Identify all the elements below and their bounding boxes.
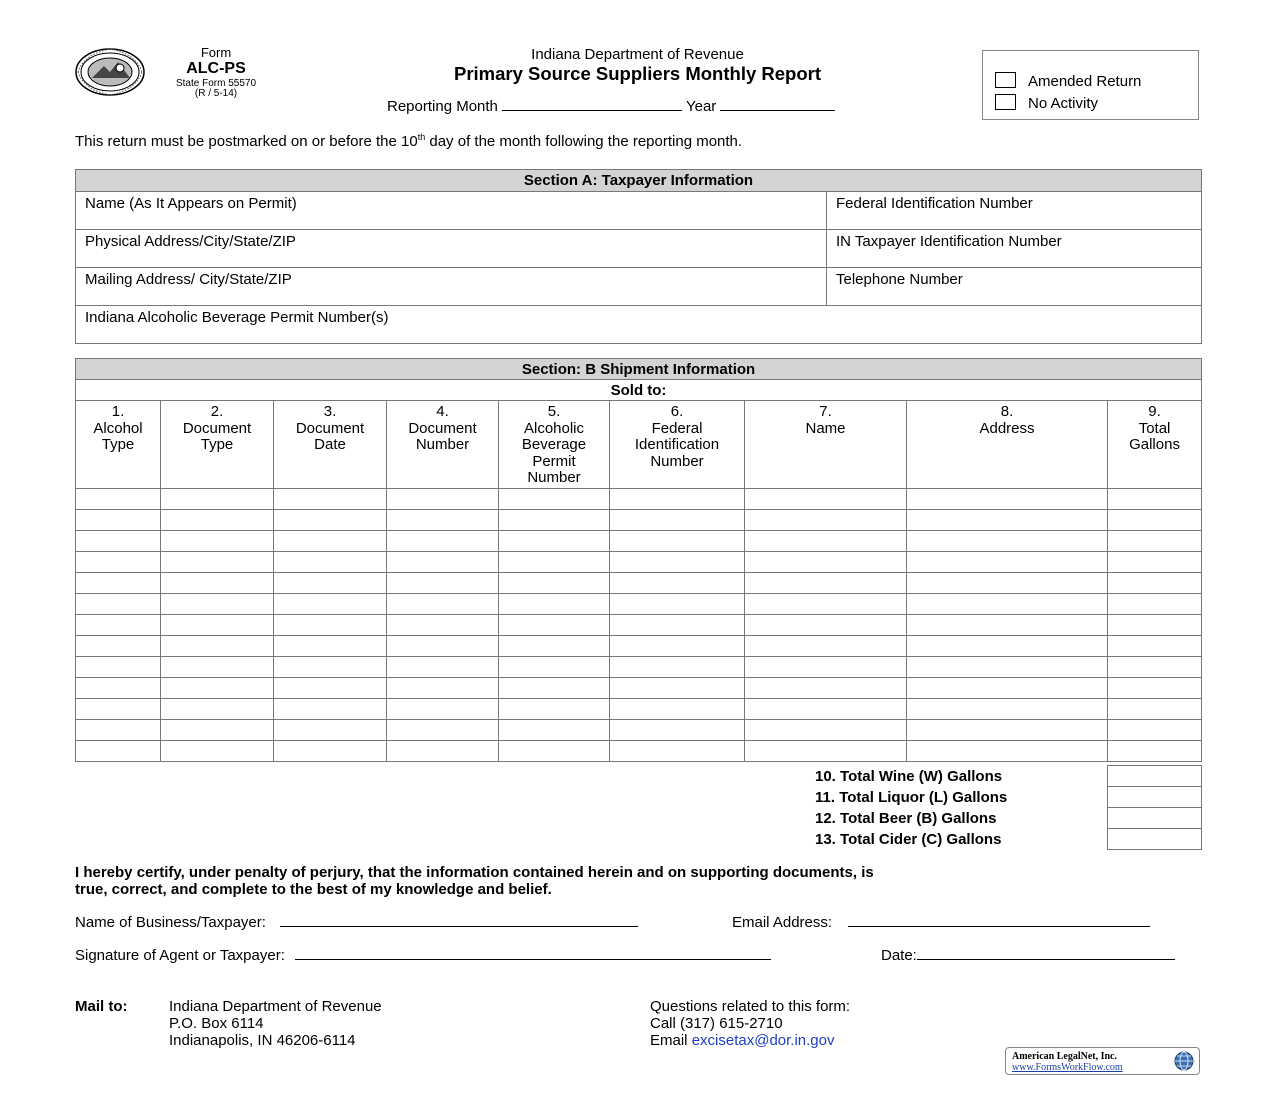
certification-statement: I hereby certify, under penalty of perjury, that the information contained herein and on supporting documents, is true, correct, and complete to the best of my knowledge and belief. — [75, 864, 874, 898]
telephone-field[interactable]: Telephone Number — [827, 268, 1202, 306]
table-cell[interactable] — [499, 615, 610, 636]
reporting-month-label: Reporting Month — [387, 98, 498, 115]
table-cell[interactable] — [907, 657, 1108, 678]
total-label: 13. Total Cider (C) Gallons — [815, 830, 1002, 848]
total-value-field[interactable] — [1107, 766, 1201, 787]
table-cell[interactable] — [76, 657, 161, 678]
table-cell[interactable] — [387, 657, 499, 678]
table-cell[interactable] — [907, 720, 1108, 741]
signature-field[interactable] — [295, 947, 771, 960]
table-cell[interactable] — [274, 552, 387, 573]
page-title: Primary Source Suppliers Monthly Report — [454, 63, 821, 84]
table-cell[interactable] — [274, 573, 387, 594]
indiana-state-seal — [74, 48, 146, 96]
table-cell[interactable] — [1108, 678, 1202, 699]
form-revision: (R / 5-14) — [194, 88, 238, 99]
section-b-header: Section: B Shipment Information — [76, 359, 1202, 380]
table-cell[interactable] — [1108, 741, 1202, 762]
column-header-4: 4. Document Number — [387, 401, 499, 489]
table-cell[interactable] — [745, 741, 907, 762]
table-cell[interactable] — [610, 615, 745, 636]
table-cell[interactable] — [610, 573, 745, 594]
table-cell[interactable] — [907, 741, 1108, 762]
column-header-2: 2. Document Type — [161, 401, 274, 489]
table-cell[interactable] — [161, 741, 274, 762]
total-row — [815, 829, 1201, 850]
form-id-block — [150, 46, 282, 99]
table-cell[interactable] — [274, 720, 387, 741]
table-row — [76, 552, 1202, 573]
globe-icon — [1172, 1050, 1196, 1072]
total-label: 12. Total Beer (B) Gallons — [815, 809, 997, 827]
table-cell[interactable] — [610, 741, 745, 762]
table-cell[interactable] — [1108, 657, 1202, 678]
total-row — [815, 808, 1201, 829]
table-cell[interactable] — [745, 552, 907, 573]
table-cell[interactable] — [387, 489, 499, 510]
table-cell[interactable] — [745, 615, 907, 636]
table-cell[interactable] — [1108, 531, 1202, 552]
table-cell[interactable] — [499, 510, 610, 531]
total-label: 10. Total Wine (W) Gallons — [815, 767, 1003, 785]
date-label: Date: — [881, 947, 917, 964]
year-label: Year — [685, 98, 717, 115]
table-cell[interactable] — [161, 594, 274, 615]
table-cell[interactable] — [745, 573, 907, 594]
table-cell[interactable] — [161, 531, 274, 552]
table-cell[interactable] — [499, 636, 610, 657]
table-row — [76, 657, 1202, 678]
table-cell[interactable] — [161, 678, 274, 699]
table-cell[interactable] — [745, 531, 907, 552]
table-cell[interactable] — [161, 489, 274, 510]
formsworkflow-link[interactable]: www.FormsWorkFlow.com — [1012, 1062, 1123, 1073]
no-activity-option[interactable] — [995, 94, 1098, 112]
table-cell[interactable] — [387, 678, 499, 699]
table-cell[interactable] — [745, 489, 907, 510]
table-row — [76, 489, 1202, 510]
agency-name: Indiana Department of Revenue — [531, 46, 744, 63]
physical-address-field[interactable]: Physical Address/City/State/ZIP — [76, 230, 827, 268]
table-cell[interactable] — [387, 573, 499, 594]
table-cell[interactable] — [1108, 699, 1202, 720]
column-header-7: 7. Name — [745, 401, 907, 489]
table-cell[interactable] — [387, 594, 499, 615]
table-cell[interactable] — [610, 636, 745, 657]
table-cell[interactable] — [610, 489, 745, 510]
section-b-table — [75, 358, 1202, 762]
table-cell[interactable] — [76, 699, 161, 720]
table-cell[interactable] — [907, 489, 1108, 510]
table-cell[interactable] — [907, 552, 1108, 573]
table-cell[interactable] — [161, 699, 274, 720]
no-activity-checkbox[interactable] — [995, 94, 1016, 110]
table-cell[interactable] — [610, 657, 745, 678]
table-cell[interactable] — [610, 720, 745, 741]
column-header-9: 9. Total Gallons — [1108, 401, 1202, 489]
amended-return-label: Amended Return — [1028, 73, 1142, 90]
table-cell[interactable] — [274, 741, 387, 762]
filing-deadline-notice: This return must be postmarked on or before the 10th day of the month following the reporting month. — [75, 132, 743, 150]
table-cell[interactable] — [907, 678, 1108, 699]
table-cell[interactable] — [76, 510, 161, 531]
section-a-header: Section A: Taxpayer Information — [76, 170, 1202, 192]
email-label: Email Address: — [732, 914, 833, 931]
table-cell[interactable] — [274, 510, 387, 531]
no-activity-label: No Activity — [1028, 95, 1099, 112]
mailing-address: Indiana Department of Revenue P.O. Box 6114 Indianapolis, IN 46206-6114 — [169, 998, 382, 1049]
table-cell[interactable] — [907, 594, 1108, 615]
table-cell[interactable] — [745, 636, 907, 657]
total-label: 11. Total Liquor (L) Gallons — [815, 788, 1008, 806]
table-cell[interactable] — [610, 552, 745, 573]
table-cell[interactable] — [161, 552, 274, 573]
table-cell[interactable] — [610, 699, 745, 720]
total-value-field[interactable] — [1107, 808, 1201, 829]
column-header-6: 6. Federal Identification Number — [610, 401, 745, 489]
table-cell[interactable] — [499, 573, 610, 594]
table-cell[interactable] — [161, 720, 274, 741]
date-field[interactable] — [917, 947, 1175, 960]
table-cell[interactable] — [907, 510, 1108, 531]
table-cell[interactable] — [610, 510, 745, 531]
table-cell[interactable] — [76, 489, 161, 510]
table-cell[interactable] — [499, 552, 610, 573]
business-name-label: Name of Business/Taxpayer: — [75, 914, 266, 931]
table-cell[interactable] — [76, 594, 161, 615]
table-cell[interactable] — [1108, 510, 1202, 531]
table-cell[interactable] — [161, 510, 274, 531]
table-row — [76, 510, 1202, 531]
table-cell[interactable] — [387, 636, 499, 657]
business-name-line — [75, 914, 638, 931]
table-cell[interactable] — [1108, 552, 1202, 573]
table-cell[interactable] — [274, 678, 387, 699]
total-row — [815, 766, 1201, 787]
table-cell[interactable] — [161, 615, 274, 636]
table-cell[interactable] — [499, 594, 610, 615]
table-cell[interactable] — [76, 741, 161, 762]
table-cell[interactable] — [387, 699, 499, 720]
totals-table — [815, 765, 1202, 850]
table-cell[interactable] — [274, 636, 387, 657]
table-cell[interactable] — [274, 657, 387, 678]
table-cell[interactable] — [1108, 573, 1202, 594]
year-field[interactable] — [720, 98, 835, 111]
fein-field[interactable]: Federal Identification Number — [827, 192, 1202, 230]
table-cell[interactable] — [745, 510, 907, 531]
table-cell[interactable] — [274, 489, 387, 510]
total-row — [815, 787, 1201, 808]
table-row — [76, 699, 1202, 720]
amended-return-option[interactable] — [995, 72, 1141, 90]
table-row — [76, 615, 1202, 636]
table-cell[interactable] — [161, 636, 274, 657]
amended-return-checkbox[interactable] — [995, 72, 1016, 88]
reporting-month-field[interactable] — [502, 98, 682, 111]
table-cell[interactable] — [499, 489, 610, 510]
table-cell[interactable] — [387, 615, 499, 636]
table-cell[interactable] — [387, 510, 499, 531]
table-row — [76, 678, 1202, 699]
form-label: Form — [200, 45, 232, 60]
table-cell[interactable] — [76, 636, 161, 657]
questions-contact: Questions related to this form: Call (317) 615-2710 Email excisetax@dor.in.gov — [650, 998, 851, 1049]
column-header-5: 5. Alcoholic Beverage Permit Number — [499, 401, 610, 489]
table-cell[interactable] — [610, 594, 745, 615]
business-name-field[interactable] — [280, 914, 638, 927]
table-cell[interactable] — [745, 657, 907, 678]
table-cell[interactable] — [387, 720, 499, 741]
americanlegalnet-logo: American LegalNet, Inc. www.FormsWorkFlow.com — [1005, 1047, 1200, 1075]
table-cell[interactable] — [76, 615, 161, 636]
total-value-field[interactable] — [1107, 787, 1201, 808]
table-cell[interactable] — [907, 531, 1108, 552]
section-a-table — [75, 169, 1202, 344]
table-cell[interactable] — [610, 531, 745, 552]
in-taxpayer-id-field[interactable]: IN Taxpayer Identification Number — [827, 230, 1202, 268]
table-cell[interactable] — [745, 678, 907, 699]
table-row — [76, 594, 1202, 615]
email-field[interactable] — [848, 914, 1150, 927]
table-row — [76, 531, 1202, 552]
column-header-1: 1. Alcohol Type — [76, 401, 161, 489]
table-cell[interactable] — [745, 699, 907, 720]
form-id: ALC-PS — [186, 60, 246, 77]
table-cell[interactable] — [274, 531, 387, 552]
table-cell[interactable] — [499, 657, 610, 678]
table-cell[interactable] — [76, 552, 161, 573]
table-cell[interactable] — [1108, 636, 1202, 657]
table-cell[interactable] — [907, 573, 1108, 594]
table-cell[interactable] — [76, 573, 161, 594]
table-cell[interactable] — [499, 699, 610, 720]
table-cell[interactable] — [745, 594, 907, 615]
mail-to-label: Mail to: — [75, 998, 128, 1015]
table-cell[interactable] — [610, 678, 745, 699]
table-cell[interactable] — [387, 741, 499, 762]
table-cell[interactable] — [274, 594, 387, 615]
table-cell[interactable] — [1108, 489, 1202, 510]
table-cell[interactable] — [745, 720, 907, 741]
table-cell[interactable] — [161, 657, 274, 678]
signature-label: Signature of Agent or Taxpayer: — [75, 947, 285, 964]
table-cell[interactable] — [76, 720, 161, 741]
signature-line — [75, 947, 771, 964]
table-cell[interactable] — [1108, 615, 1202, 636]
table-cell[interactable] — [274, 615, 387, 636]
total-value-field[interactable] — [1107, 829, 1201, 850]
reporting-period-line — [387, 98, 835, 115]
table-row — [76, 636, 1202, 657]
table-cell[interactable] — [387, 552, 499, 573]
table-cell[interactable] — [499, 678, 610, 699]
table-cell[interactable] — [76, 678, 161, 699]
table-cell[interactable] — [907, 615, 1108, 636]
table-cell[interactable] — [499, 720, 610, 741]
table-cell[interactable] — [907, 699, 1108, 720]
sold-to-label: Sold to: — [76, 380, 1202, 401]
table-row — [76, 741, 1202, 762]
table-cell[interactable] — [907, 636, 1108, 657]
column-header-8: 8. Address — [907, 401, 1108, 489]
table-cell[interactable] — [387, 531, 499, 552]
table-cell[interactable] — [499, 741, 610, 762]
table-cell[interactable] — [274, 699, 387, 720]
table-row — [76, 573, 1202, 594]
state-form-number: State Form 55570 — [175, 78, 257, 89]
contact-email-link[interactable]: excisetax@dor.in.gov — [691, 1032, 835, 1049]
table-cell[interactable] — [499, 531, 610, 552]
date-line — [881, 947, 1175, 964]
name-field[interactable]: Name (As It Appears on Permit) — [76, 192, 827, 230]
email-line — [732, 914, 1150, 931]
table-cell[interactable] — [161, 573, 274, 594]
return-type-panel — [982, 50, 1199, 120]
column-header-3: 3. Document Date — [274, 401, 387, 489]
permit-number-field[interactable]: Indiana Alcoholic Beverage Permit Number(s) — [76, 306, 1202, 344]
table-row — [76, 720, 1202, 741]
table-cell[interactable] — [76, 531, 161, 552]
table-cell[interactable] — [1108, 594, 1202, 615]
table-cell[interactable] — [1108, 720, 1202, 741]
mailing-address-field[interactable]: Mailing Address/ City/State/ZIP — [76, 268, 827, 306]
